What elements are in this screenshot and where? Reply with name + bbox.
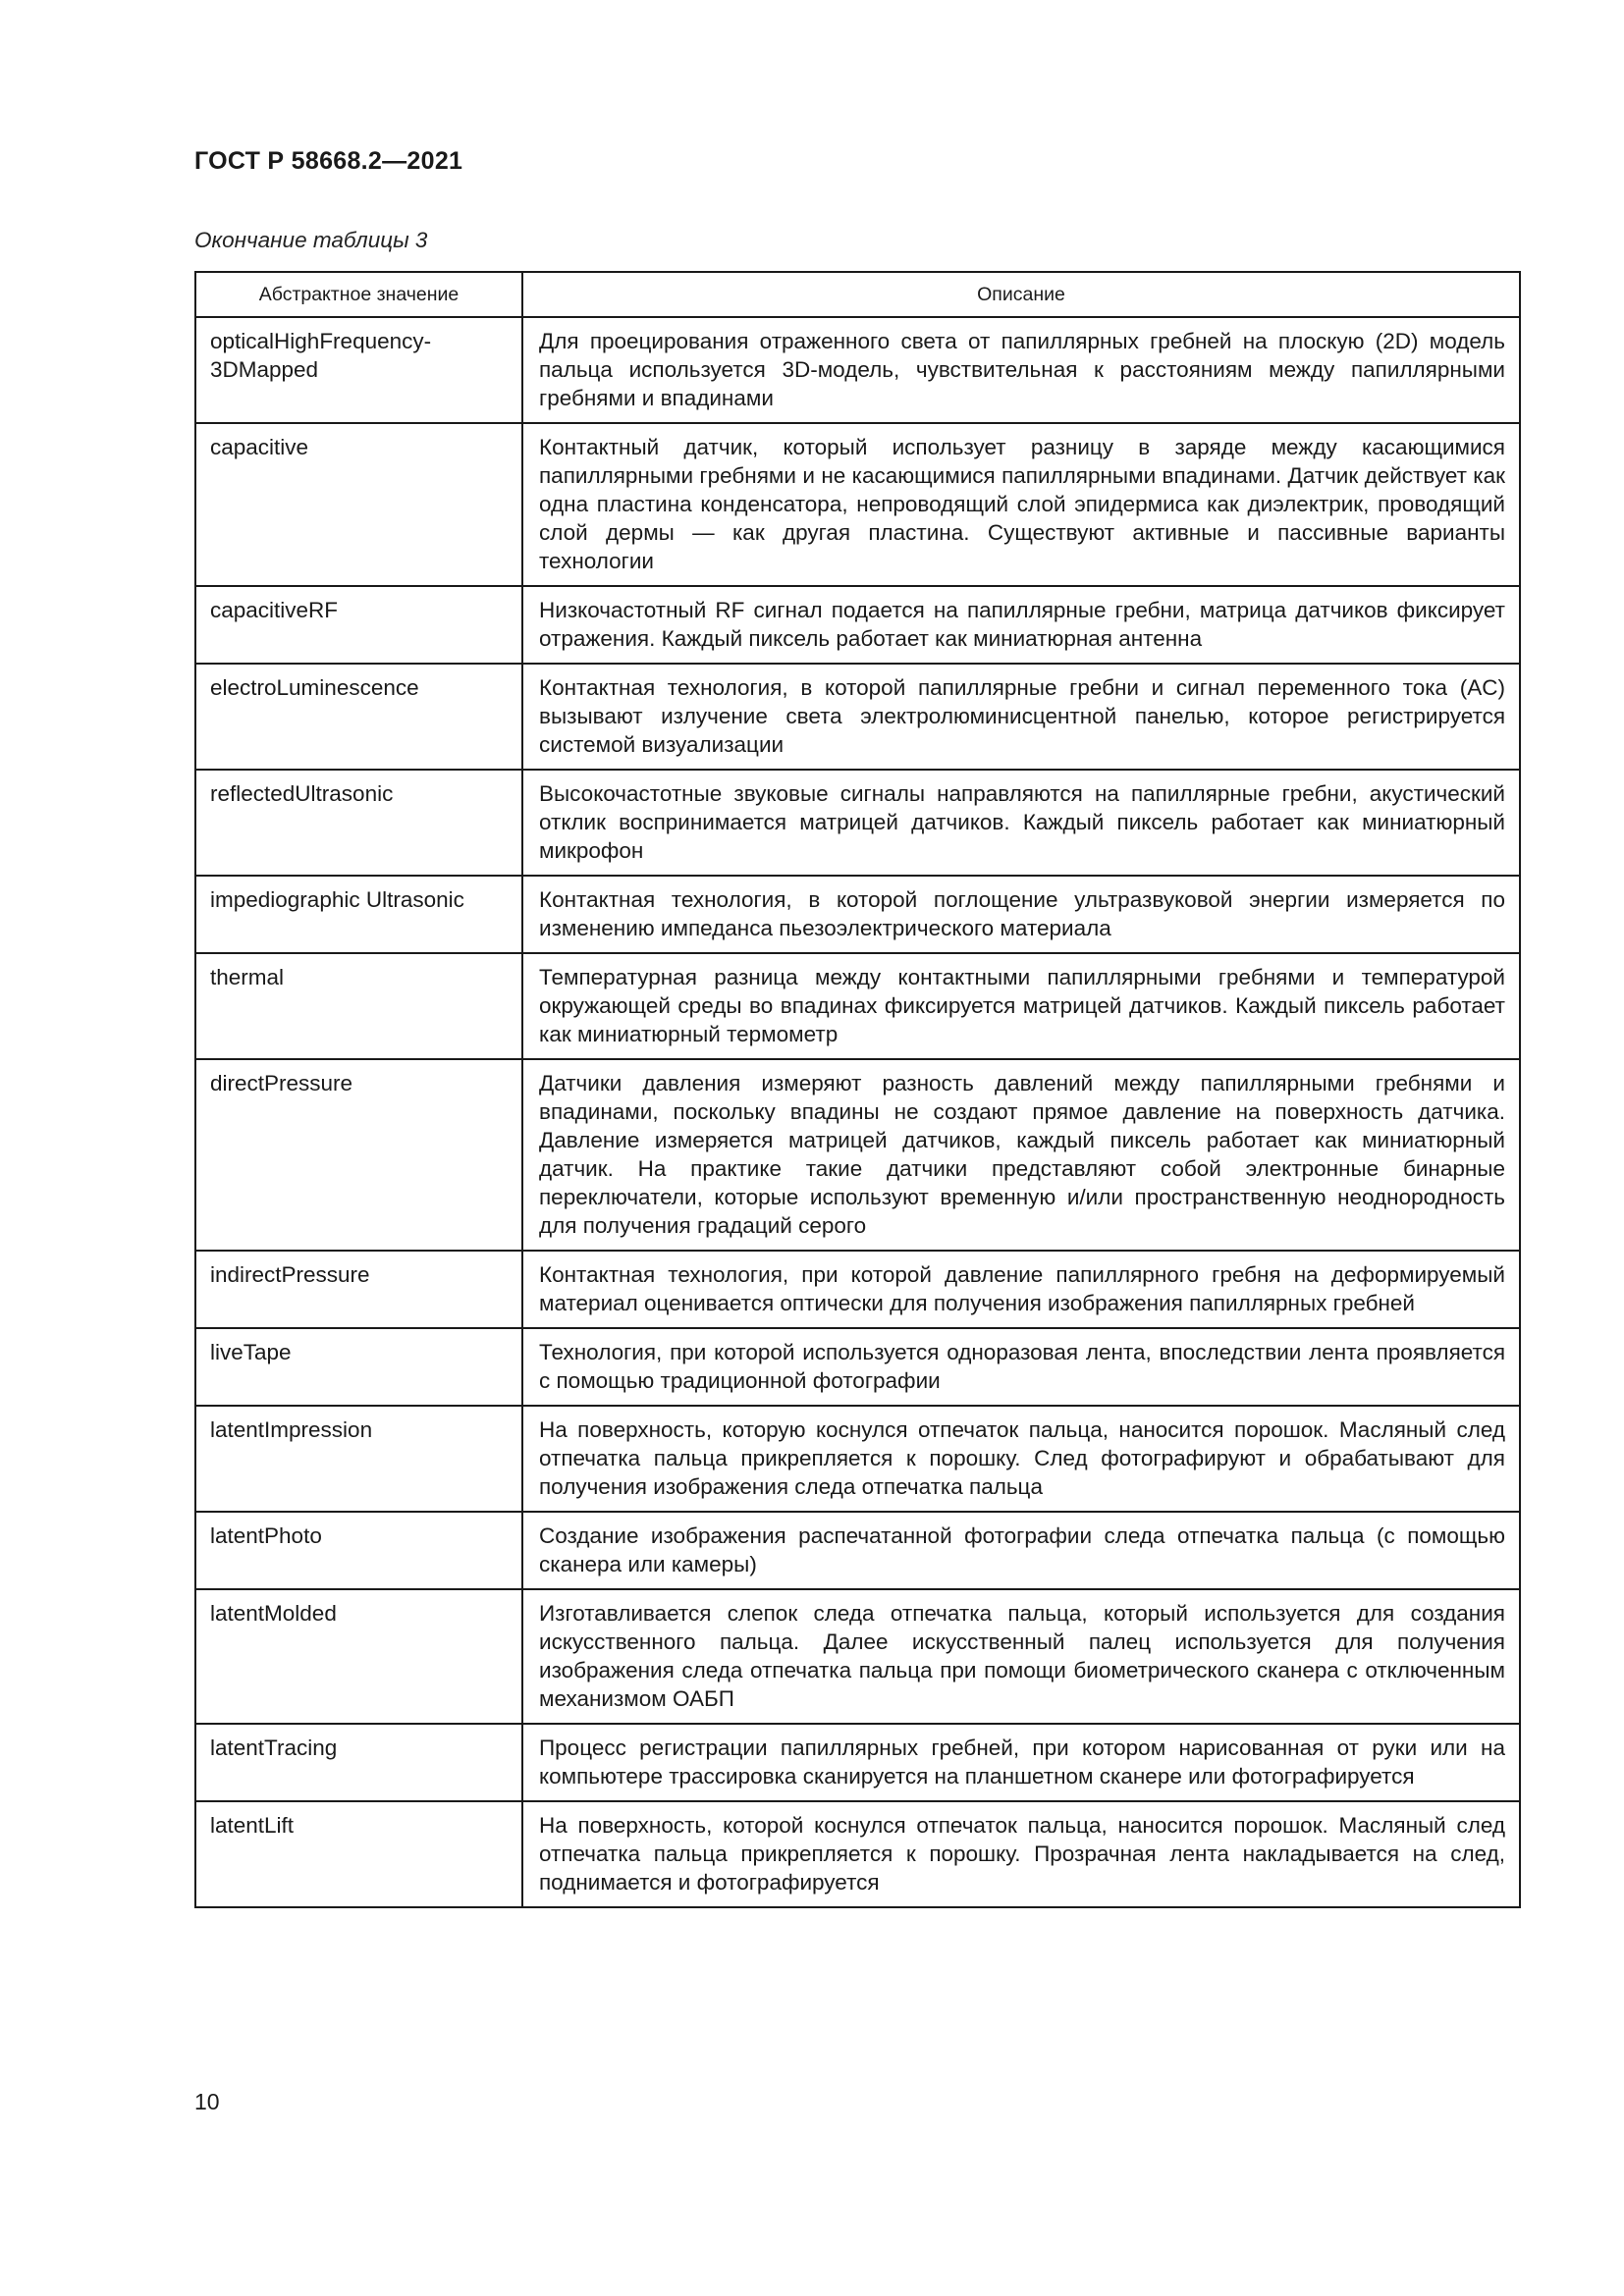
table-body: [195, 317, 1520, 1907]
table-row: [195, 1251, 1520, 1328]
row-abstract-value: latentTracing: [195, 1724, 522, 1801]
table-row: [195, 1801, 1520, 1907]
document-header: ГОСТ Р 58668.2—2021: [194, 147, 463, 175]
table-row: [195, 953, 1520, 1059]
table-row: [195, 317, 1520, 423]
row-abstract-value: indirectPressure: [195, 1251, 522, 1328]
row-description: Низкочастотный RF сигнал подается на папиллярные гребни, матрица датчиков фиксирует отражения. Каждый пиксель работает как миниатюрная антенна: [522, 586, 1520, 664]
table-row: [195, 1724, 1520, 1801]
table-row: [195, 1406, 1520, 1512]
abstract-values-table: [194, 271, 1521, 1908]
table-row: [195, 770, 1520, 876]
table-row: [195, 664, 1520, 770]
column-header-description: Описание: [522, 272, 1520, 317]
row-abstract-value: capacitiveRF: [195, 586, 522, 664]
row-abstract-value: thermal: [195, 953, 522, 1059]
table-row: [195, 423, 1520, 586]
row-description: Процесс регистрации папиллярных гребней, при котором нарисованная от руки или на компьютере трассировка сканируется на планшетном сканере или фотографируется: [522, 1724, 1520, 1801]
table-row: [195, 876, 1520, 953]
row-description: Контактная технология, в которой поглощение ультразвуковой энергии измеряется по изменению импеданса пьезоэлектрического материала: [522, 876, 1520, 953]
row-description: Контактный датчик, который использует разницу в заряде между касающимися папиллярными гребнями и не касающимися папиллярными впадинами. Датчик действует как одна пластина конденсатора, непроводящий слой эпидермиса как диэлектрик, проводящий слой дермы — как другая пластина. Существуют активные и пассивные варианты технологии: [522, 423, 1520, 586]
table-row: [195, 1059, 1520, 1251]
row-abstract-value: reflectedUltrasonic: [195, 770, 522, 876]
table-container: [194, 271, 1519, 1908]
row-description: Контактная технология, в которой папиллярные гребни и сигнал переменного тока (AC) вызывают излучение света электролюминисцентной панелью, которое регистрируется системой визуализации: [522, 664, 1520, 770]
row-description: Технология, при которой используется одноразовая лента, впоследствии лента проявляется с помощью традиционной фотографии: [522, 1328, 1520, 1406]
table-row: [195, 586, 1520, 664]
row-abstract-value: directPressure: [195, 1059, 522, 1251]
row-description: Датчики давления измеряют разность давлений между папиллярными гребнями и впадинами, поскольку впадины не создают прямое давление на поверхность датчика. Давление измеряется матрицей датчиков, каждый пиксель работает как миниатюрный датчик. На практике такие датчики представляют собой электронные бинарные переключатели, которые используют временную и/или пространственную неоднородность для получения градаций серого: [522, 1059, 1520, 1251]
column-header-abstract-value: Абстрактное значение: [195, 272, 522, 317]
table-header-row: [195, 272, 1520, 317]
row-description: Контактная технология, при которой давление папиллярного гребня на деформируемый материал оценивается оптически для получения изображения папиллярных гребней: [522, 1251, 1520, 1328]
table-row: [195, 1589, 1520, 1724]
row-abstract-value: opticalHighFrequency- 3DMapped: [195, 317, 522, 423]
row-abstract-value: capacitive: [195, 423, 522, 586]
row-abstract-value: latentImpression: [195, 1406, 522, 1512]
row-description: На поверхность, которую коснулся отпечаток пальца, наносится порошок. Масляный след отпечатка пальца прикрепляется к порошку. След фотографируют и обрабатывают для получения изображения следа отпечатка пальца: [522, 1406, 1520, 1512]
table-row: [195, 1512, 1520, 1589]
table-row: [195, 1328, 1520, 1406]
row-abstract-value: liveTape: [195, 1328, 522, 1406]
row-abstract-value: electroLuminescence: [195, 664, 522, 770]
row-description: Для проецирования отраженного света от папиллярных гребней на плоскую (2D) модель пальца используется 3D-модель, чувствительная к расстояниям между папиллярными гребнями и впадинами: [522, 317, 1520, 423]
row-description: Создание изображения распечатанной фотографии следа отпечатка пальца (с помощью сканера или камеры): [522, 1512, 1520, 1589]
row-abstract-value: latentLift: [195, 1801, 522, 1907]
row-abstract-value: latentMolded: [195, 1589, 522, 1724]
page-number: 10: [194, 2089, 220, 2114]
row-description: Высокочастотные звуковые сигналы направляются на папиллярные гребни, акустический отклик воспринимается матрицей датчиков. Каждый пиксель работает как миниатюрный микрофон: [522, 770, 1520, 876]
row-description: На поверхность, которой коснулся отпечаток пальца, наносится порошок. Масляный след отпечатка пальца прикрепляется к порошку. Прозрачная лента накладывается на след, поднимается и фотографируется: [522, 1801, 1520, 1907]
row-description: Температурная разница между контактными папиллярными гребнями и температурой окружающей среды во впадинах фиксируется матрицей датчиков. Каждый пиксель работает как миниатюрный термометр: [522, 953, 1520, 1059]
row-abstract-value: latentPhoto: [195, 1512, 522, 1589]
table-caption: Окончание таблицы 3: [194, 228, 428, 252]
table-head: [195, 272, 1520, 317]
row-description: Изготавливается слепок следа отпечатка пальца, который используется для создания искусственного пальца. Далее искусственный палец используется для получения изображения следа отпечатка пальца при помощи биометрического сканера с отключенным механизмом ОАБП: [522, 1589, 1520, 1724]
row-abstract-value: impediographic Ultrasonic: [195, 876, 522, 953]
